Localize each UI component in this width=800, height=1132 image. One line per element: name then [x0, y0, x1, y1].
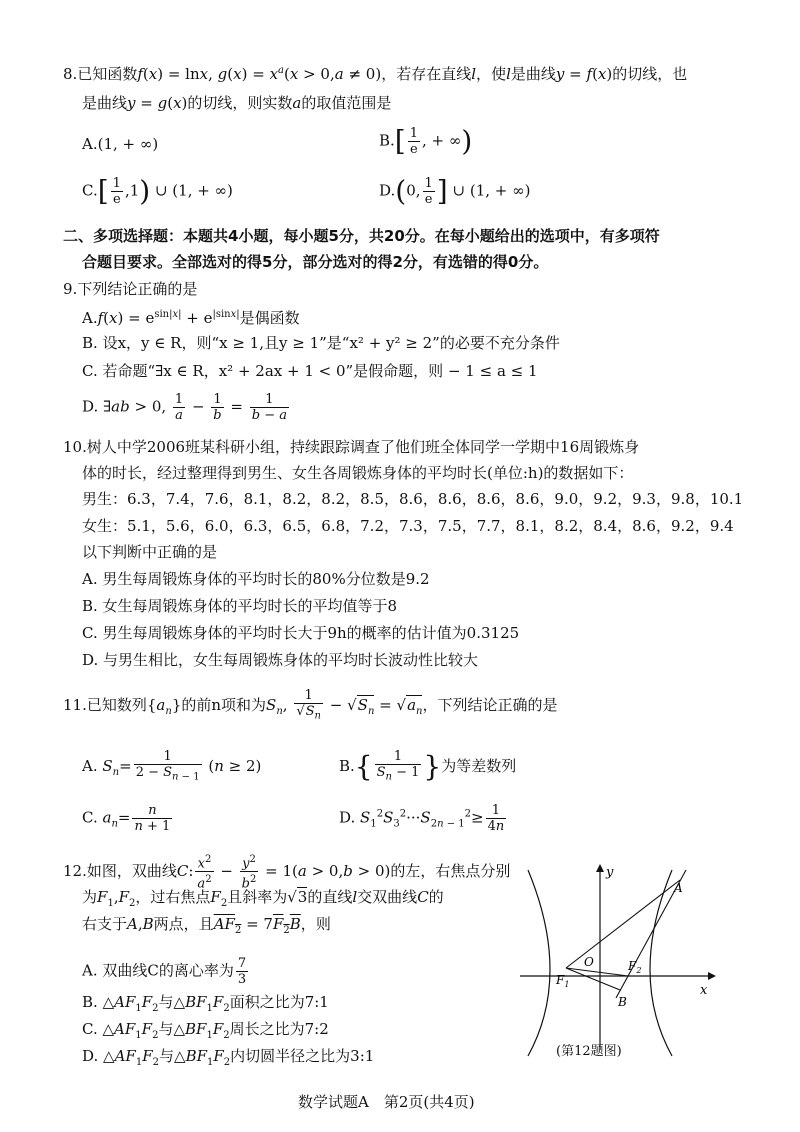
hyperbola-right-branch: [650, 870, 672, 1056]
q8-line1: 8.已知函数f(x) = lnx, $g(x) = x^a(x > 0,a \ne 0)$，若存在直线l，使l是曲线y = f(x)的切线，也: [63, 65, 688, 83]
q11-option-c[interactable]: C. $a_n=$ $\frac{n}{n + 1}$: [82, 803, 171, 834]
x-axis-arrow: [708, 972, 716, 980]
q8-option-d[interactable]: D.(0, $\frac{1}{e}$ ] ∪ (1, + ∞): [379, 174, 531, 208]
point-A-label: A: [674, 881, 683, 895]
q11-option-b[interactable]: B.{ $\frac{1}{S_n - 1}$ }为等差数列: [339, 749, 517, 783]
q12-option-c[interactable]: C. $\triangle AF_1F_2$与$\triangle BF_1F_2$周长之比为7:2: [82, 1020, 329, 1041]
point-F1-label: $F_1$: [556, 973, 570, 989]
q10-stem-2: 体的时长，经过整理得到男生、女生各周锻炼身体的平均时长(单位:h)的数据如下：: [82, 464, 634, 482]
q8-option-a[interactable]: A.(1, + ∞): [82, 135, 159, 153]
x-axis-label: x: [700, 983, 708, 998]
q11-option-d[interactable]: D. $S_1^2S_3^2\cdot\cdot\cdot S_{2n - 1}^2\ge$ $\frac{1}{4n}$: [339, 803, 505, 834]
point-B-label: B: [618, 995, 627, 1009]
hyperbola-left-branch: [528, 870, 550, 1056]
q10-option-b[interactable]: B. 女生每周锻炼身体的平均时长的平均值等于8: [82, 597, 398, 615]
q8-option-b[interactable]: B.[ $\frac{1}{e}$ , + ∞): [379, 124, 473, 158]
q10-option-a[interactable]: A. 男生每周锻炼身体的平均时长的80%分位数是9.2: [82, 570, 430, 588]
point-F2-label: $F_2$: [628, 959, 642, 975]
q10-ask: 以下判断中正确的是: [82, 543, 218, 561]
q12-line3: 右支于A,B两点，且$AF_2 = 7F_2B$，则: [82, 915, 331, 936]
q12-line2: 为$F_1,F_2$，过右焦点$F_2$且斜率为√3的直线l交双曲线C的: [82, 888, 444, 909]
q11-number: 11.: [63, 695, 87, 714]
page-footer: 数学试题A 第2页(共4页): [298, 1093, 475, 1111]
q9-option-b[interactable]: B. 设x，y ∈ R，则“x ≥ 1,且y ≥ 1”是“x² + y² ≥ 2”的必要不充分条件: [82, 334, 560, 352]
q12-number: 12.: [63, 861, 87, 880]
origin-label: O: [584, 955, 594, 969]
y-axis-arrow: [596, 864, 604, 872]
section2-heading-2: 合题目要求。全部选对的得5分，部分选对的得2分，有选错的得0分。: [82, 253, 549, 271]
q11-stem: 11.已知数列$\{a_n\}$的前n项和为$S_n$, $\frac{1}{√S_n}$ − $√S_n = √a_n$，下列结论正确的是: [63, 688, 558, 722]
q9-number: 9.: [63, 280, 78, 298]
q11-option-a[interactable]: A. $S_n=$ $\frac{1}{2 - S_{n - 1}}$ (n ≥ 2): [82, 749, 262, 783]
q10-number: 10.: [63, 438, 87, 456]
q10-option-c[interactable]: C. 男生每周锻炼身体的平均时长大于9h的概率的估计值为0.3125: [82, 624, 520, 642]
q9-option-a[interactable]: $A.f(x) = e^{sin|x|} + e^{|sinx|}$是偶函数: [82, 309, 300, 327]
q10-stem-1: 10.树人中学2006班某科研小组，持续跟踪调查了他们班全体同学一学期中16周锻炼身: [63, 438, 640, 456]
q12-option-a[interactable]: A. 双曲线C的离心率为 $\frac{7}{3}$: [82, 956, 247, 987]
section2-heading-1: 二、多项选择题：本题共4小题，每小题5分，共20分。在每小题给出的选项中，有多项符: [63, 227, 660, 245]
q9-option-c[interactable]: C. 若命题“∃x ∈ R，x² + 2ax + 1 < 0”是假命题，则 − 1 ≤ a ≤ 1: [82, 362, 538, 380]
q8-number: 8.: [63, 65, 78, 83]
q8-option-c[interactable]: C.[ $\frac{1}{e}$ ,1) ∪ (1, + ∞): [82, 174, 233, 208]
q12-stem: 12.如图，双曲线C: $\frac{x^2}{a^2}$ − $\frac{y^2}{b^2}$ = 1(a > 0,b > 0)的左，右焦点分别: [63, 854, 511, 892]
q12-option-b[interactable]: B. $\triangle AF_1F_2$与$\triangle BF_1F_2$面积之比为7:1: [82, 993, 329, 1014]
q12-option-d[interactable]: D. $\triangle AF_1F_2$与$\triangle BF_1F_2$内切圆半径之比为3:1: [82, 1047, 375, 1068]
q8-line2: 是曲线y = g(x)的切线，则实数a的取值范围是: [82, 94, 392, 112]
q12-hyperbola-figure: [520, 850, 720, 1060]
q12-figure-caption: (第12题图): [556, 1044, 622, 1059]
q10-boys-data: 男生：6.3，7.4，7.6，8.1，8.2，8.2，8.5，8.6，8.6，8.6，8.6，9.0，9.2，9.3，9.8，10.1: [82, 490, 744, 508]
q10-option-d[interactable]: D. 与男生相比，女生每周锻炼身体的平均时长波动性比较大: [82, 651, 479, 669]
q9-option-d[interactable]: D. ∃ab > 0, $\frac{1}{a}$ − $\frac{1}{b}$ = $\frac{1}{b - a}$: [82, 392, 287, 423]
q9-stem: 9.下列结论正确的是: [63, 280, 198, 298]
q10-girls-data: 女生：5.1，5.6，6.0，6.3，6.5，6.8，7.2，7.3，7.5，7.7，8.1，8.2，8.4，8.6，9.2，9.4: [82, 517, 734, 535]
y-axis-label: y: [606, 865, 614, 880]
